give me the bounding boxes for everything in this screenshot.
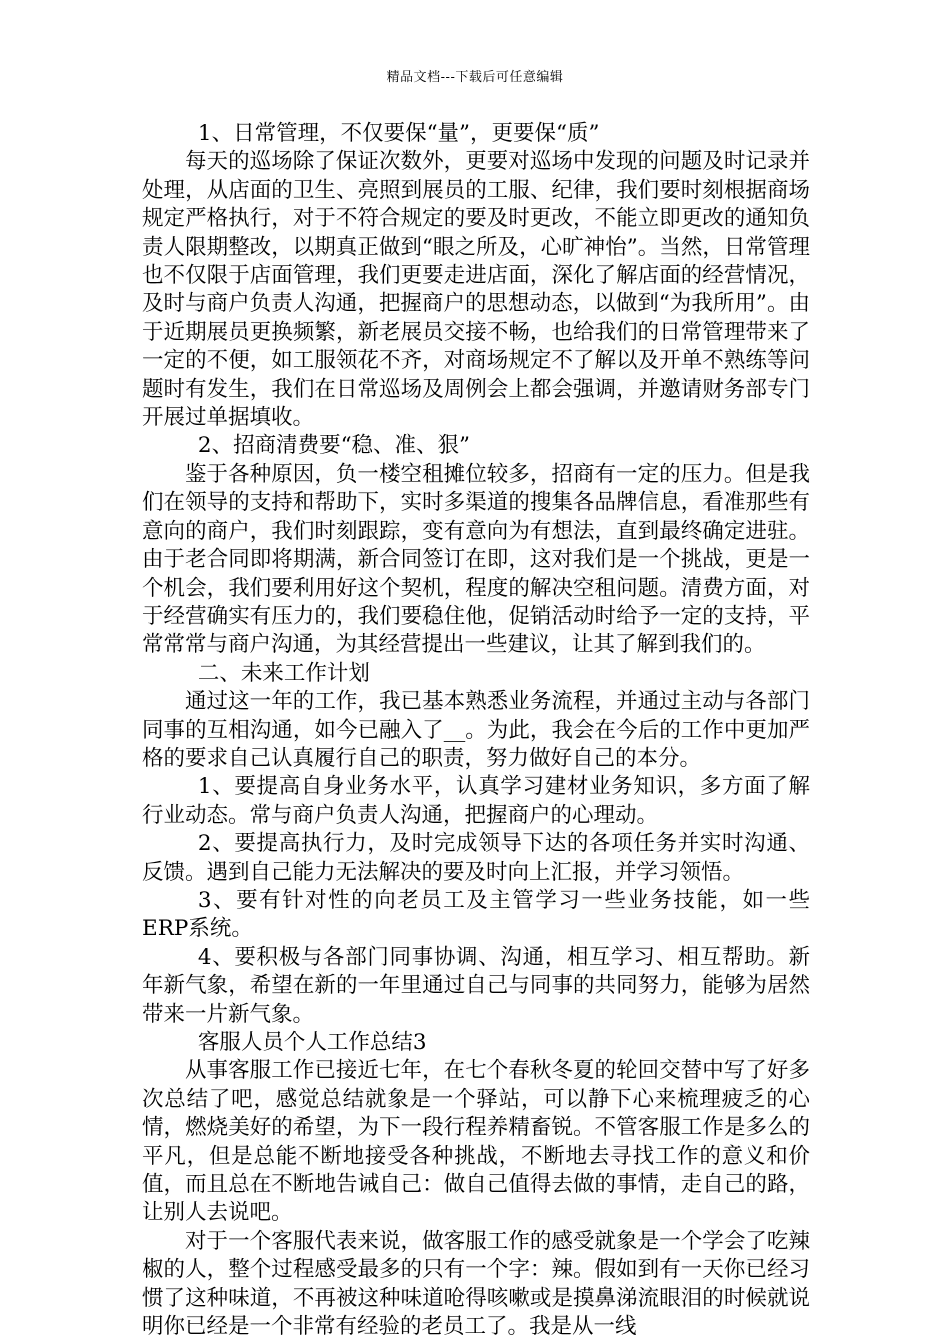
body-paragraph: 对于一个客服代表来说，做客服工作的感受就象是一个学会了吃辣椒的人，整个过程感受最多的只有一个字：辣。假如到有一天你已经习惯了这种味道，不再被这种味道呛得咳嗽或是摸鼻涕流眼泪的时候就说明你已经是一个非常有经验的老员工了。我是从一线 (142, 1228, 810, 1340)
document-body (142, 120, 810, 1341)
section-title: 客服人员个人工作总结3 (197, 1030, 427, 1055)
section-heading: 2、招商清费要“稳、准、狠” (197, 433, 471, 459)
section-heading: 1、日常管理，不仅要保“量”，更要保“质” (197, 121, 600, 146)
body-paragraph: 从事客服工作已接近七年，在七个春秋冬夏的轮回交替中写了好多次总结了吧，感觉总结就象是一个驿站，可以静下心来梳理疲乏的心情，燃烧美好的希望，为下一段行程养精畜锐。不管客服工作是多么的平凡，但是总能不断地接受各种挑战，不断地去寻找工作的意义和价值，而且总在不断地告诫自己：做自己值得去做的事情，走自己的路，让别人去说吧。 (142, 1058, 810, 1226)
section-heading: 二、未来工作计划 (197, 660, 370, 686)
list-item: 3、要有针对性的向老员工及主管学习一些业务技能，如一些ERP系统。 (142, 887, 810, 942)
body-paragraph: 鉴于各种原因，负一楼空租摊位较多，招商有一定的压力。但是我们在领导的支持和帮助下，实时多渠道的搜集各品牌信息，看准那些有意向的商户，我们时刻跟踪，变有意向为有想法，直到最终确定进驻。由于老合同即将期满，新合同签订在即，这对我们是一个挑战，更是一个机会，我们要利用好这个契机，程度的解决空租问题。清费方面，对于经营确实有压力的，我们要稳住他，促销活动时给予一定的支持，平常常常与商户沟通，为其经营提出一些建议，让其了解到我们的。 (142, 461, 810, 658)
page-header: 精品文档---下载后可任意编辑 (386, 70, 564, 85)
list-item: 4、要积极与各部门同事协调、沟通，相互学习、相互帮助。新年新气象，希望在新的一年里通过自己与同事的共同努力，能够为居然带来一片新气象。 (142, 944, 810, 1027)
list-item: 1、要提高自身业务水平，认真学习建材业务知识，多方面了解行业动态。常与商户负责人沟通，把握商户的心理动。 (142, 774, 810, 828)
body-paragraph: 每天的巡场除了保证次数外，更要对巡场中发现的问题及时记录并处理，从店面的卫生、亮照到展员的工服、纪律，我们要时刻根据商场规定严格执行，对于不符合规定的要及时更改，不能立即更改的通知负责人限期整改，以期真正做到“眼之所及，心旷神怡”。当然，日常管理也不仅限于店面管理，我们更要走进店面，深化了解店面的经营情况，及时与商户负责人沟通，把握商户的思想动态，以做到“为我所用”。由于近期展员更换频繁，新老展员交接不畅，也给我们的日常管理带来了一定的不便，如工服领花不齐，对商场规定不了解以及开单不熟练等问题时有发生，我们在日常巡场及周例会上都会强调，并邀请财务部专门开展过单据填收。 (142, 149, 810, 431)
list-item: 2、要提高执行力，及时完成领导下达的各项任务并实时沟通、反馈。遇到自己能力无法解决的要及时向上汇报，并学习领悟。 (142, 831, 810, 885)
body-paragraph: 通过这一年的工作，我已基本熟悉业务流程，并通过主动与各部门同事的互相沟通，如今已融入了__。为此，我会在今后的工作中更加严格的要求自己认真履行自己的职责，努力做好自己的本分。 (142, 689, 810, 771)
